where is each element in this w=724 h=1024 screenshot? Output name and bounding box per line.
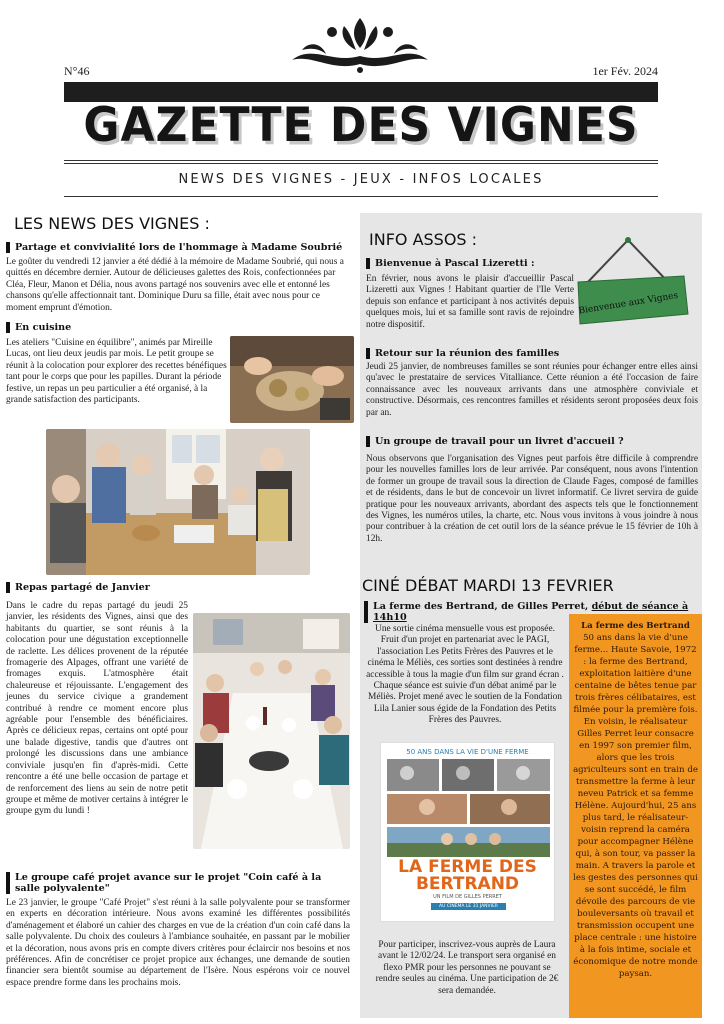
poster-photos — [387, 759, 550, 857]
article-body: Les ateliers "Cuisine en équilibre", animés par Mireille Lucas, ont lieu deux jeudis par mois. Le petit groupe se réunit à la colocation pour explorer des recettes bénéfiques tant pour le corps que pour les papilles. Durant la période festive, un repas un peu particulier a été organisé, à la grande satisfaction des participants. — [6, 338, 227, 406]
article-heading: En cuisine — [6, 322, 206, 333]
article-body: Nous observons que l'organisation des Vignes peut parfois être difficile à comprendre pour les nouvelles familles lors de leur arrivée. Par conséquent, nous avons l'intention de former un groupe de travail sous la direction de Claude Fages, composé de familles et de résidents, dans le but de concevoir un livret informatif. Ce livret servira de guide pratique pour les nouveaux arrivants, abordant des aspects tels que le fonctionnement des Vignes, les numéros utiles, la charte, etc. Nous vous invitons à vous joindre à nous pour contribuer à la création de cet outil lors de la séance prévue le 15 février de 10h à 12h. — [366, 454, 698, 544]
floral-ornament-icon — [282, 14, 438, 76]
divider — [64, 196, 658, 197]
cine-section-title: CINÉ DÉBAT MARDI 13 FEVRIER — [362, 576, 614, 595]
poster-tagline: 50 ANS DANS LA VIE D'UNE FERME — [406, 748, 529, 756]
raclette-meal-photo — [193, 613, 350, 849]
tagline: NEWS DES VIGNES - JEUX - INFOS LOCALES — [178, 172, 544, 187]
workshop-photo — [46, 429, 310, 575]
article-heading: Partage et convivialité lors de l'hommage à Madame Soubrié — [6, 242, 346, 253]
article-heading: Un groupe de travail pour un livret d'accueil ? — [366, 436, 686, 447]
divider — [64, 160, 658, 161]
article-heading: Le groupe café projet avance sur le projet "Coin café à la salle polyvalente" — [6, 872, 336, 894]
article-body: Jeudi 25 janvier, de nombreuses familles se sont réunies pour échanger entre elles ainsi qu'avec le prestataire de services Vitalliance. Cette réunion a été l'occasion de faire connaissance avec les nouveaux arrivants dans une atmosphère conviviale et constructive. Désormais, ces rencontres familles et résidents seront proposées deux fois par an. — [366, 362, 698, 418]
signup-info: Pour participer, inscrivez-vous auprès de Laura avant le 12/02/24. Le transport sera organisé en flexo PMR pour les personnes ne pouvant se rendre seules au cinéma. Une participation de 2€ sera demandée. — [375, 940, 559, 996]
film-poster — [380, 742, 555, 922]
article-heading: Repas partagé de Janvier — [6, 582, 206, 593]
news-section-title: LES NEWS DES VIGNES : — [14, 214, 210, 233]
article-body: Le goûter du vendredi 12 janvier a été dédié à la mémoire de Madame Soubrié, qui nous a quittés en décembre dernier. Autour de délicieuses galettes des Rois, confectionnées par Cléa, Fleur, Manon et Délia, nous avons partagé nos souvenirs avec elle et entonné les chansons qu'elle affectionnait tant. Dominique Duru sa fille, était avec nous pour ce moment emprunt d'émotion. — [6, 257, 344, 313]
welcome-sign-text: Bienvenue aux Vignes — [577, 290, 679, 317]
article-body: En février, nous avons le plaisir d'accueillir Pascal Lizeretti aux Vignes ! Habitant quartier de l'Ile Verte depuis son enfance et participant à nos activités depuis quelques mois, lui et sa famille sont ravis de rejoindre notre dispositif. — [366, 274, 574, 330]
film-heading-text: La ferme des Bertrand, de Gilles Perret, — [373, 601, 589, 612]
film-synopsis — [573, 620, 698, 980]
poster-release: AU CINÉMA LE 31 JANVIER — [431, 903, 506, 910]
article-heading: Retour sur la réunion des familles — [366, 348, 666, 359]
cooking-photo — [230, 336, 354, 423]
divider — [64, 163, 658, 164]
synopsis-title: La ferme des Bertrand — [581, 621, 690, 631]
welcome-sign-icon — [560, 234, 700, 344]
issue-date: 1er Fév. 2024 — [592, 64, 658, 78]
synopsis-body: 50 ans dans la vie d'une ferme... Haute Savoie, 1972 : la ferme des Bertrand, exploitation laitière d'une centaine de bêtes tenue par trois frères célibataires, est filmée pour la première fois. En voisin, le réalisateur Gilles Perret leur consacre en 1997 son premier film, alors que les trois agriculteurs sont en train de transmettre la ferme à leur neveu Patrick et sa femme Hélène. Aujourd'hui, 25 ans plus tard, le réalisateur-voisin reprend la caméra pour accompagner Hélène qui, à son tour, va passer la main. A travers la parole et les gestes des personnes qui se sont succédé, le film dévoile des parcours de vie bouleversants où travail et transmission occupent une place centrale : une histoire à la fois intime, sociale et économique de notre monde paysan. — [573, 633, 698, 979]
article-heading: Bienvenue à Pascal Lizeretti : — [366, 258, 566, 269]
issue-number: N°46 — [64, 64, 90, 78]
poster-title: LA FERME DES BERTRAND — [398, 857, 537, 894]
article-body: Le 23 janvier, le groupe "Café Projet" s'est réuni à la salle polyvalente pour se transformer en experts en décoration intérieure. Nous avons examiné les différentes possibilités d'aménagement et élaboré un cahier des charges en vue de la création d'un coin café dans la salle polyvalente. Du choix des couleurs à l'ambiance souhaitée, en passant par le mobilier et la décoration, nous avons pris en compte divers critères pour éclaircir nos besoins et nos préférences. Afin de concrétiser ce projet propice aux échanges, une demande de soutien financier sera bientôt soumise au département de l'Isère. Nous espérons voir ce nouvel espace prendre forme dans les prochains mois. — [6, 898, 350, 988]
article-body: Dans le cadre du repas partagé du jeudi 25 janvier, les résidents des Vignes, ainsi que des habitants du quartier, se sont réunis à la colocation pour une dégustation exceptionnelle de raclette. Les délices provenent de la réputée fromagerie des Alpages, offrant une variété de fromages exquis. L'atmosphère était chaleureuse et réjouissante. L'engagement des jeunes du service civique a grandement contribué à rendre ce moment encore plus agréable pour l'ensemble des bénéficiaires. Après ce délicieux repas, certains ont opté pour une balade digestive, tandis que d'autres ont prolongé les discussions dans une ambiance conviviale jusqu'en fin d'après-midi. Cette rencontre a été une belle occasion de partage et de renforcement des liens au sein de notre petit groupe et même de motiver certains à intégrer le groupe gym du lundi ! — [6, 601, 188, 817]
session-time: début de séance à 14h10 — [373, 601, 689, 623]
cine-intro: Une sortie cinéma mensuelle vous est proposée. Fruit d'un projet en partenariat avec le PAGI, l'association Les Petits Frères des Pauvres et le cinéma le Méliès, ces sorties sont destinées à rendre accessible à tous la magie d'un film sur grand écran . Chaque séance est suivie d'un débat animé par le Méliès. Projet mené avec le soutien de la Fondation Lila Lanier sous égide de la Fondation des Petits Frères des Pauvres. — [366, 624, 564, 726]
page-title: GAZETTE DES VIGNES — [83, 97, 639, 154]
poster-director: UN FILM DE GILLES PERRET — [433, 894, 502, 900]
assos-section-title: INFO ASSOS : — [369, 230, 478, 249]
